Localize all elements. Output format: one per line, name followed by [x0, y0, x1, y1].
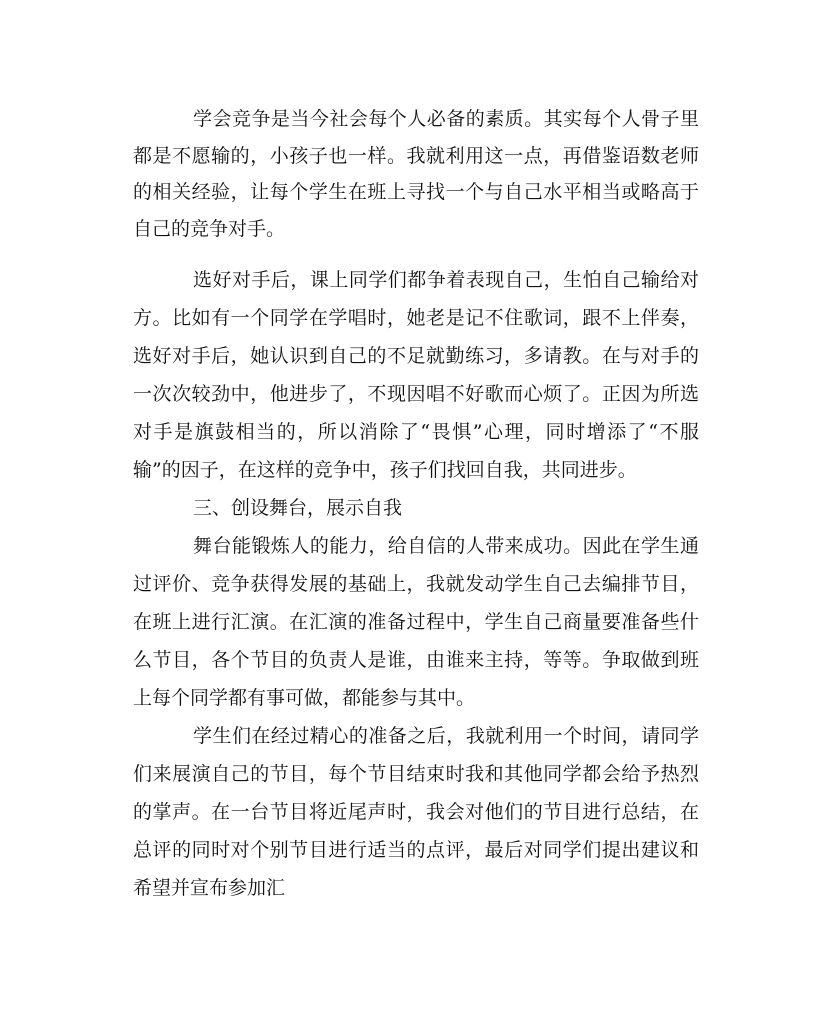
paragraph-stage-performance: 舞台能锻炼人的能力，给自信的人带来成功。因此在学生通过评价、竞争获得发展的基础上，我就发动学生自己去编排节目，在班上进行汇演。在汇演的准备过程中，学生自己商量要准备些什么节目，各个节目的负责人是谁，由谁来主持，等等。争取做到班上每个同学都有事可做，都能参与其中。: [133, 535, 699, 709]
paragraph-choosing-rival: 选好对手后，课上同学们都争着表现自己，生怕自己输给对方。比如有一个同学在学唱时，她老是记不住歌词，跟不上伴奏，选好对手后，她认识到自己的不足就勤练习，多请教。在与对手的一次次较劲中，他进步了，不现因唱不好歌而心烦了。正因为所选对手是旗鼓相当的，所以消除了“畏惧”心理，同时增添了“不服输”的因子，在这样的竞争中，孩子们找回自我，共同进步。: [133, 269, 699, 481]
paragraph-competition-intro: 学会竞争是当今社会每个人必备的素质。其实每个人骨子里都是不愿输的，小孩子也一样。我就利用这一点，再借鉴语数老师的相关经验，让每个学生在班上寻找一个与自己水平相当或略高于自己的竞争对手。: [133, 108, 699, 240]
document-body: [133, 101, 699, 907]
section-heading-stage: 三、创设舞台，展示自我: [193, 497, 403, 519]
paragraph-showcase: 学生们在经过精心的准备之后，我就利用一个时间，请同学们来展演自己的节目，每个节目结束时我和其他同学都会给予热烈的掌声。在一台节目将近尾声时，我会对他们的节目进行总结，在总评的同时对个别节目进行适当的点评，最后对同学们提出建议和希望并宣布参加汇: [133, 725, 699, 899]
